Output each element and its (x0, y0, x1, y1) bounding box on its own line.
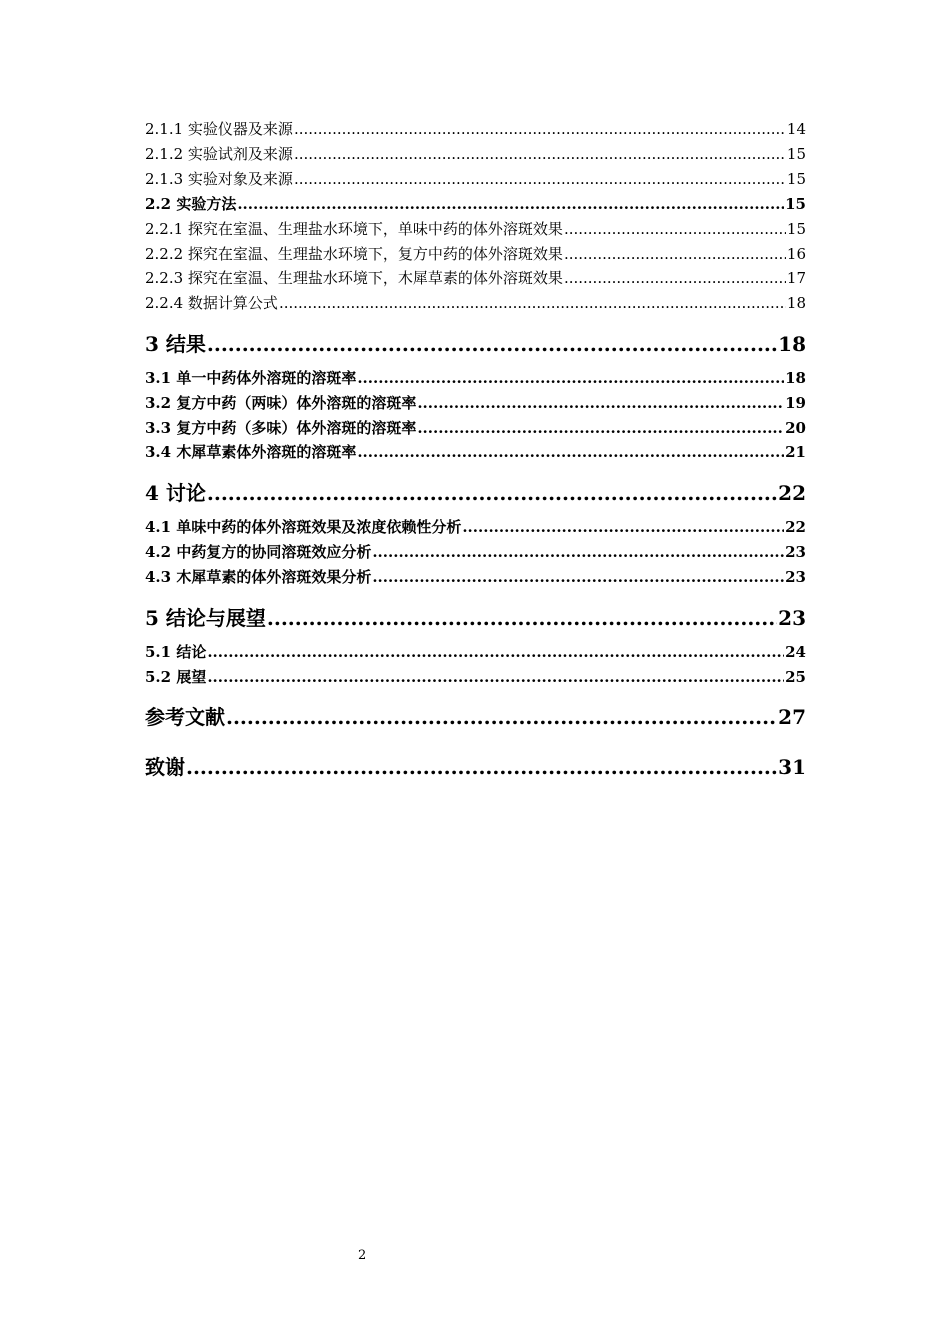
toc-entry-2-2-4[interactable] (145, 292, 806, 313)
toc-entry-2-1-3[interactable] (145, 168, 806, 189)
toc-entry-title: 参考文献 (145, 705, 225, 729)
toc-entry-2-2-3[interactable] (145, 267, 806, 288)
toc-entry-3-2[interactable] (145, 392, 806, 413)
toc-entry-title: 4.2 中药复方的协同溶斑效应分析 (145, 543, 372, 561)
toc-entry-3[interactable] (145, 328, 806, 357)
dot-leader (226, 705, 777, 729)
dot-leader (294, 170, 786, 188)
dot-leader (357, 369, 784, 387)
toc-entry-page: 27 (778, 705, 806, 729)
toc-entry-title: 2.2.3 探究在室温、生理盐水环境下，木犀草素的体外溶斑效果 (145, 269, 563, 287)
toc-entry-page: 23 (785, 543, 806, 561)
toc-entry-2-2-1[interactable] (145, 218, 806, 239)
toc-entry-2-1-1[interactable] (145, 118, 806, 139)
toc-entry-title: 3.3 复方中药（多味）体外溶斑的溶斑率 (145, 419, 417, 437)
toc-entry-page: 15 (786, 145, 806, 163)
dot-leader (564, 220, 786, 238)
dot-leader (294, 120, 786, 138)
toc-entry-title: 2.2.4 数据计算公式 (145, 294, 278, 312)
toc-entry-2-1-2[interactable] (145, 143, 806, 164)
toc-entry-title: 2.2.2 探究在室温、生理盐水环境下，复方中药的体外溶斑效果 (145, 245, 563, 263)
dot-leader (237, 195, 784, 213)
toc-entry-page: 15 (785, 195, 806, 213)
dot-leader (417, 419, 784, 437)
toc-entry-title: 3 结果 (145, 332, 206, 356)
toc-entry-page: 23 (778, 606, 806, 630)
toc-entry-3-1[interactable] (145, 367, 806, 388)
toc-entry-3-3[interactable] (145, 417, 806, 438)
dot-leader (372, 543, 784, 561)
dot-leader (564, 245, 786, 263)
toc-entry-page: 19 (785, 394, 806, 412)
toc-entry-title: 5.2 展望 (145, 668, 207, 686)
toc-entry-title: 致谢 (145, 755, 185, 779)
toc-entry-5[interactable] (145, 602, 806, 631)
toc-entry-page: 20 (785, 419, 806, 437)
toc-entry-4-3[interactable] (145, 566, 806, 587)
dot-leader (279, 294, 786, 312)
dot-leader (564, 269, 786, 287)
toc-entry-page: 17 (786, 269, 806, 287)
toc-entry-2-2-2[interactable] (145, 243, 806, 264)
toc-entry-title: 2.2 实验方法 (145, 195, 237, 213)
toc-entry-title: 4 讨论 (145, 481, 206, 505)
toc-entry-page: 18 (778, 332, 806, 356)
dot-leader (207, 668, 784, 686)
toc-entry-title: 5 结论与展望 (145, 606, 266, 630)
toc-entry-page: 22 (785, 518, 806, 536)
toc-entry-4[interactable] (145, 477, 806, 506)
page-number: 2 (358, 1248, 367, 1263)
toc-entry-title: 3.4 木犀草素体外溶斑的溶斑率 (145, 443, 357, 461)
toc-entry-title: 4.3 木犀草素的体外溶斑效果分析 (145, 568, 372, 586)
toc-entry-page: 15 (786, 220, 806, 238)
dot-leader (372, 568, 784, 586)
toc-entry-page: 18 (785, 369, 806, 387)
toc-entry-4-1[interactable] (145, 516, 806, 537)
toc-entry-page: 22 (778, 481, 806, 505)
toc-entry-page: 23 (785, 568, 806, 586)
dot-leader (207, 481, 777, 505)
toc-entry-page: 14 (786, 120, 806, 138)
toc-entry-title: 2.2.1 探究在室温、生理盐水环境下，单味中药的体外溶斑效果 (145, 220, 563, 238)
toc-entry-page: 15 (786, 170, 806, 188)
toc-entry-3-4[interactable] (145, 441, 806, 462)
toc-entry-page: 24 (785, 643, 806, 661)
dot-leader (357, 443, 784, 461)
toc-entry-title: 4.1 单味中药的体外溶斑效果及浓度依赖性分析 (145, 518, 462, 536)
dot-leader (294, 145, 786, 163)
dot-leader (462, 518, 784, 536)
toc-entry-references[interactable] (145, 701, 806, 730)
dot-leader (207, 643, 784, 661)
toc-entry-5-1[interactable] (145, 641, 806, 662)
toc-entry-4-2[interactable] (145, 541, 806, 562)
toc-entry-title: 2.1.3 实验对象及来源 (145, 170, 293, 188)
toc-entry-2-2[interactable] (145, 193, 806, 214)
dot-leader (267, 606, 777, 630)
dot-leader (186, 755, 777, 779)
toc-entry-page: 16 (786, 245, 806, 263)
toc-entry-page: 21 (785, 443, 806, 461)
toc-entry-title: 2.1.1 实验仪器及来源 (145, 120, 293, 138)
dot-leader (417, 394, 784, 412)
dot-leader (207, 332, 777, 356)
toc-entry-page: 31 (778, 755, 806, 779)
toc-entry-title: 3.1 单一中药体外溶斑的溶斑率 (145, 369, 357, 387)
toc-entry-acknowledgements[interactable] (145, 751, 806, 780)
toc-entry-5-2[interactable] (145, 666, 806, 687)
toc-entry-page: 25 (785, 668, 806, 686)
toc-entry-title: 2.1.2 实验试剂及来源 (145, 145, 293, 163)
toc-entry-title: 5.1 结论 (145, 643, 207, 661)
toc-entry-page: 18 (786, 294, 806, 312)
toc-entry-title: 3.2 复方中药（两味）体外溶斑的溶斑率 (145, 394, 417, 412)
